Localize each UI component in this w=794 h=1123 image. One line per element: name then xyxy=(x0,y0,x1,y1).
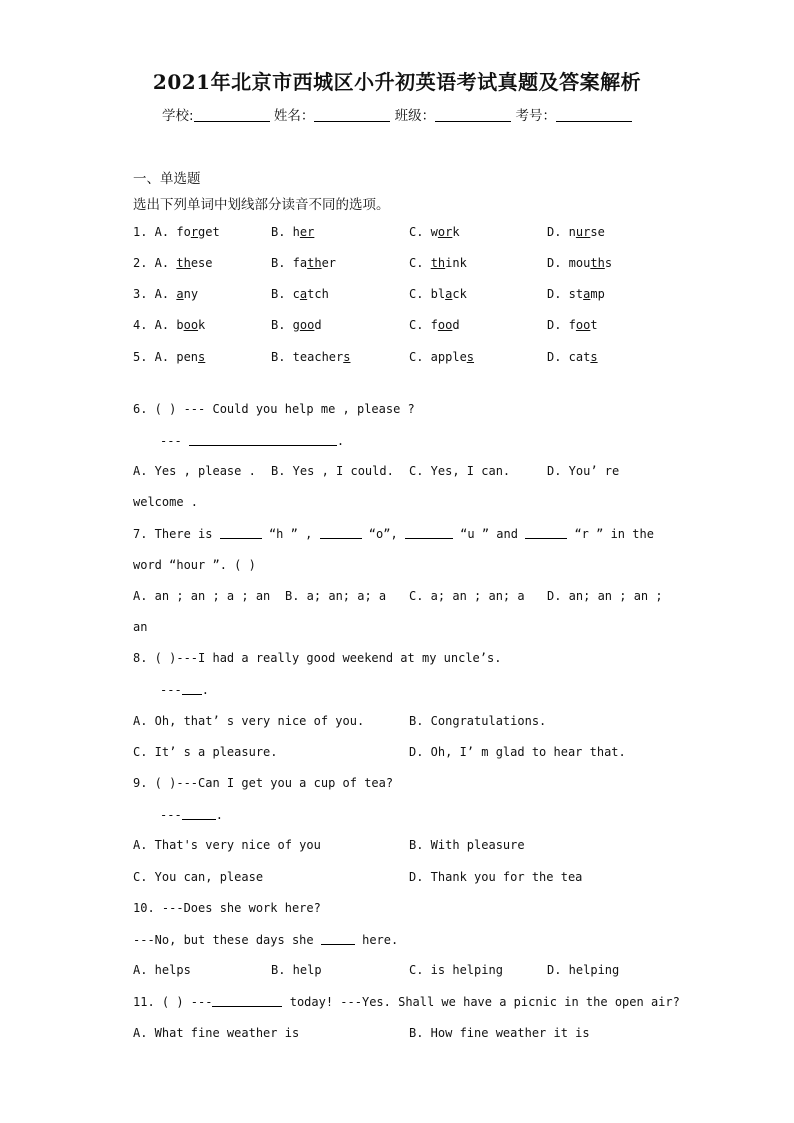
q7-blank-4 xyxy=(525,526,567,539)
phonics-option-c xyxy=(409,287,467,301)
class-label: 班级： xyxy=(394,108,436,124)
underlined-letters: s xyxy=(198,350,206,364)
question-number: 3. A. xyxy=(133,287,170,301)
phonics-option-b xyxy=(271,256,336,270)
q11-blank xyxy=(212,994,282,1007)
q7-option-c: C. a; an ; an; a xyxy=(409,589,525,603)
page-title: 2021年北京市西城区小升初英语考试真题及答案解析 xyxy=(152,70,642,94)
underlined-letters: a xyxy=(299,287,308,301)
underlined-letters: or xyxy=(437,225,453,239)
word-part: fo xyxy=(176,225,191,239)
q10-answer-line: ---No, but these days she here. xyxy=(133,933,399,947)
word-part: B. c xyxy=(271,287,300,301)
underlined-letters: s xyxy=(343,350,351,364)
underlined-letters: th xyxy=(590,256,605,270)
q10-question: 10. ---Does she work here? xyxy=(133,901,321,915)
underlined-letters: a xyxy=(176,287,184,301)
q7-blank-3 xyxy=(405,526,453,539)
q9-options-row2 xyxy=(133,870,693,890)
q7-question: 7. There is “h ” , “o”, “u ” and “r ” in the xyxy=(133,527,654,541)
q10-option-c: C. is helping xyxy=(409,963,503,977)
phonics-option-c xyxy=(409,350,474,364)
phonics-option-a xyxy=(133,256,213,270)
section-heading: 一、单选题 xyxy=(133,171,201,187)
q6-option-a: A. Yes , please . xyxy=(133,464,256,478)
word-part: tch xyxy=(307,287,329,301)
underlined-letters: th xyxy=(176,256,191,270)
q6-option-c: C. Yes, I can. xyxy=(409,464,511,478)
q8-options-row1 xyxy=(133,714,693,734)
word-part: er xyxy=(321,256,337,270)
q6-option-b: B. Yes , I could. xyxy=(271,464,394,478)
word-part: D. st xyxy=(547,287,584,301)
phonics-row xyxy=(133,256,693,276)
word-part: k xyxy=(198,318,206,332)
q6-blank xyxy=(189,433,337,446)
q6-option-d-cont: welcome . xyxy=(133,495,199,509)
phonics-option-a xyxy=(133,318,205,332)
word-part: mp xyxy=(590,287,605,301)
underlined-letters: oo xyxy=(299,318,315,332)
question-number: 1. A. xyxy=(133,225,170,239)
word-part: t xyxy=(590,318,598,332)
word-part: k xyxy=(452,225,460,239)
q7-blank-1 xyxy=(220,526,262,539)
q6-option-d: D. You’ re xyxy=(547,464,620,478)
word-part: C. bl xyxy=(409,287,446,301)
class-blank xyxy=(435,107,511,122)
question-number: 4. A. xyxy=(133,318,170,332)
underlined-letters: oo xyxy=(183,318,199,332)
word-part: C. xyxy=(409,256,431,270)
q8-options-row2 xyxy=(133,745,693,765)
name-blank xyxy=(314,107,390,122)
q9-blank xyxy=(182,807,216,820)
q9-option-c: C. You can, please xyxy=(133,870,264,884)
q9-question: 9. ( )---Can I get you a cup of tea? xyxy=(133,776,394,790)
q7-blank-2 xyxy=(320,526,362,539)
phonics-option-b xyxy=(271,318,322,332)
phonics-option-d xyxy=(547,287,605,301)
phonics-option-c xyxy=(409,225,460,239)
q6-question: 6. ( ) --- Could you help me , please ? xyxy=(133,402,415,416)
number-label: 考号： xyxy=(515,108,556,124)
underlined-letters: er xyxy=(299,225,315,239)
phonics-row xyxy=(133,350,693,370)
underlined-letters: th xyxy=(307,256,322,270)
q9-option-d: D. Thank you for the tea xyxy=(409,870,583,884)
number-blank xyxy=(556,107,632,122)
q9-options-row1 xyxy=(133,838,693,858)
word-part: b xyxy=(176,318,184,332)
q7-options xyxy=(133,589,693,609)
q10-blank xyxy=(321,932,355,945)
word-part: B. h xyxy=(271,225,300,239)
q8-blank xyxy=(182,682,202,695)
phonics-row xyxy=(133,287,693,307)
q11-options xyxy=(133,1026,693,1046)
q8-option-d: D. Oh, I’ m glad to hear that. xyxy=(409,745,626,759)
q8-option-a: A. Oh, that’ s very nice of you. xyxy=(133,714,365,728)
underlined-letters: ur xyxy=(575,225,591,239)
underlined-letters: a xyxy=(445,287,453,301)
word-part: d xyxy=(452,318,460,332)
phonics-option-a xyxy=(133,350,205,364)
q10-option-a: A. helps xyxy=(133,963,191,977)
underlined-letters: a xyxy=(583,287,591,301)
word-part: C. f xyxy=(409,318,438,332)
word-part: d xyxy=(314,318,322,332)
q8-question: 8. ( )---I had a really good weekend at my uncle’s. xyxy=(133,651,502,665)
q9-answer-line: --- . xyxy=(160,808,223,822)
word-part: B. teacher xyxy=(271,350,344,364)
word-part: D. cat xyxy=(547,350,591,364)
phonics-option-d xyxy=(547,225,605,239)
word-part: D. mou xyxy=(547,256,591,270)
q11-question: 11. ( ) --- today! ---Yes. Shall we have a picnic in the open air? xyxy=(133,995,680,1009)
underlined-letters: s xyxy=(466,350,475,364)
phonics-option-a xyxy=(133,225,220,239)
question-number: 2. A. xyxy=(133,256,170,270)
q8-option-c: C. It’ s a pleasure. xyxy=(133,745,278,759)
q11-option-a: A. What fine weather is xyxy=(133,1026,300,1040)
underlined-letters: oo xyxy=(575,318,591,332)
word-part: B. g xyxy=(271,318,300,332)
word-part: s xyxy=(604,256,613,270)
word-part: C. apple xyxy=(409,350,467,364)
word-part: ny xyxy=(183,287,199,301)
word-part: D. n xyxy=(547,225,576,239)
q10-options xyxy=(133,963,693,983)
phonics-option-b xyxy=(271,225,314,239)
section-instruction: 选出下列单词中划线部分读音不同的选项。 xyxy=(133,197,390,213)
phonics-row xyxy=(133,318,693,338)
student-info-line xyxy=(0,104,794,124)
underlined-letters: th xyxy=(430,256,446,270)
name-label: 姓名： xyxy=(273,108,315,124)
word-part: se xyxy=(590,225,605,239)
word-part: ink xyxy=(445,256,467,270)
word-part: ck xyxy=(452,287,467,301)
word-part: C. w xyxy=(409,225,438,239)
q8-answer-line: --- . xyxy=(160,683,209,697)
q11-option-b: B. How fine weather it is xyxy=(409,1026,590,1040)
underlined-letters: oo xyxy=(437,318,453,332)
q9-option-a: A. That's very nice of you xyxy=(133,838,321,852)
school-blank xyxy=(194,107,270,122)
underlined-letters: r xyxy=(190,225,199,239)
word-part: D. f xyxy=(547,318,576,332)
underlined-letters: s xyxy=(590,350,598,364)
phonics-row xyxy=(133,225,693,245)
question-number: 5. A. xyxy=(133,350,170,364)
word-part: B. fa xyxy=(271,256,308,270)
phonics-option-b xyxy=(271,287,329,301)
phonics-option-c xyxy=(409,318,460,332)
word-part: pen xyxy=(176,350,199,364)
phonics-option-d xyxy=(547,350,598,364)
q7-question-cont: word “hour ”. ( ) xyxy=(133,558,256,572)
school-label: 学校: xyxy=(162,108,194,124)
q10-option-d: D. helping xyxy=(547,963,620,977)
q8-option-b: B. Congratulations. xyxy=(409,714,547,728)
phonics-option-a xyxy=(133,287,198,301)
q6-options xyxy=(133,464,693,484)
q9-option-b: B. With pleasure xyxy=(409,838,525,852)
word-part: get xyxy=(198,225,220,239)
phonics-option-c xyxy=(409,256,467,270)
phonics-option-d xyxy=(547,318,598,332)
q7-option-b: B. a; an; a; a xyxy=(285,589,387,603)
q7-option-d-cont: an xyxy=(133,620,148,634)
q10-option-b: B. help xyxy=(271,963,322,977)
q7-option-a: A. an ; an ; a ; an xyxy=(133,589,271,603)
phonics-option-d xyxy=(547,256,612,270)
q6-answer-line: --- . xyxy=(160,434,345,448)
q7-option-d: D. an; an ; an ; xyxy=(547,589,663,603)
phonics-option-b xyxy=(271,350,350,364)
word-part: ese xyxy=(190,256,213,270)
